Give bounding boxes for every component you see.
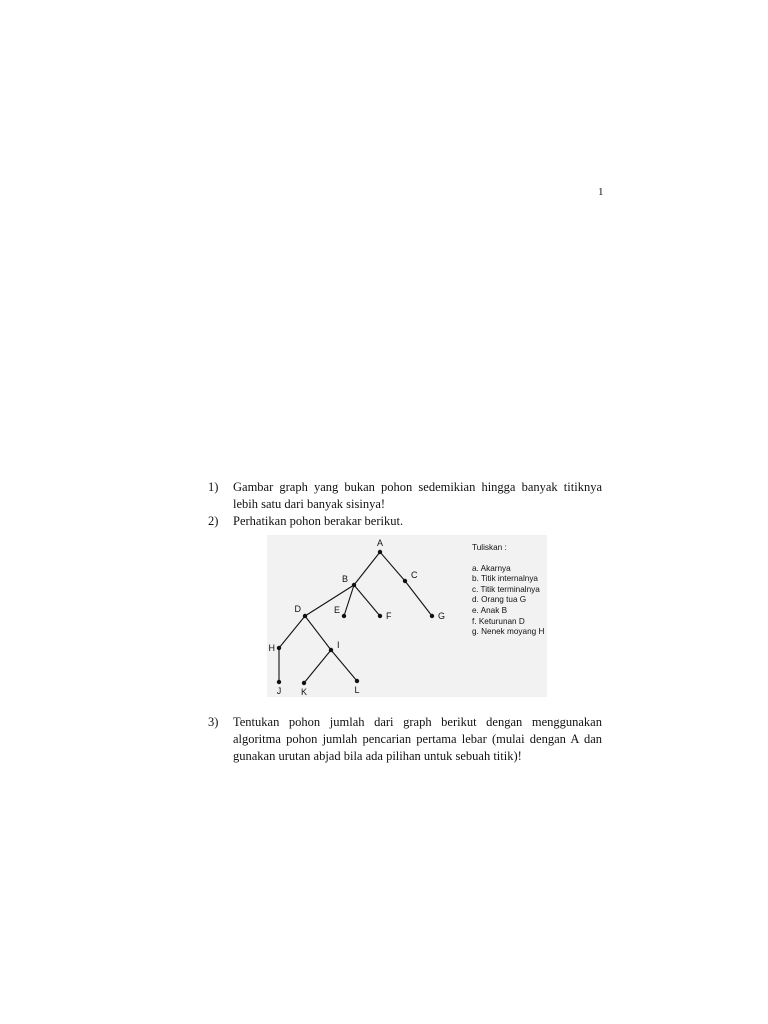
- question-number: 1): [208, 480, 219, 494]
- legend: [472, 543, 544, 638]
- tree-edge-B-D: [305, 585, 354, 616]
- tree-node-K: [302, 681, 306, 685]
- tree-node-E: [342, 614, 346, 618]
- question-text: Tentukan pohon jumlah dari graph berikut dengan menggunakan algoritma pohon jumlah pencarian pertama lebar (mulai dengan A dan gunakan urutan abjad bila ada pilihan untuk sebuah titik)!: [233, 715, 602, 763]
- tree-node-H: [277, 646, 281, 650]
- tree-edge-D-I: [305, 616, 331, 650]
- legend-item: a. Akarnya: [472, 563, 511, 573]
- legend-item: d. Orang tua G: [472, 595, 527, 605]
- tree-node-label-A: A: [376, 538, 384, 548]
- tree-edge-I-L: [331, 650, 357, 681]
- tree-node-label-H: H: [268, 643, 275, 653]
- tree-edge-D-H: [279, 616, 305, 648]
- tree-node-label-F: F: [386, 611, 392, 621]
- legend-item: b. Titik internalnya: [472, 574, 538, 584]
- question-text: Perhatikan pohon berakar berikut.: [233, 514, 404, 528]
- tree-node-label-B: B: [341, 574, 348, 584]
- tree-node-label-K: K: [300, 687, 308, 697]
- question-3: [208, 714, 602, 765]
- tree-node-C: [403, 579, 407, 583]
- tree-node-label-D: D: [294, 604, 301, 614]
- tree-node-B: [352, 583, 356, 587]
- tree-node-label-J: J: [276, 686, 282, 696]
- legend-item: c. Titik terminalnya: [472, 584, 540, 594]
- tree-node-D: [303, 614, 307, 618]
- question-2: [208, 513, 602, 530]
- question-text: Gambar graph yang bukan pohon sedemikian hingga banyak titiknya lebih satu dari banyak sisinya!: [233, 480, 602, 511]
- tree-node-L: [355, 679, 359, 683]
- question-number: 3): [208, 715, 219, 729]
- tree-edge-I-K: [304, 650, 331, 683]
- tree-node-label-L: L: [354, 685, 360, 695]
- tree-node-J: [277, 680, 281, 684]
- legend-title: Tuliskan :: [472, 543, 507, 552]
- tree-edge-B-E: [344, 585, 354, 616]
- legend-item: f. Keturunan D: [472, 616, 525, 626]
- tree-node-F: [378, 614, 382, 618]
- question-number: 2): [208, 514, 219, 528]
- tree-edge-C-G: [405, 581, 432, 616]
- tree-edge-B-F: [354, 585, 380, 616]
- tree-node-label-G: G: [438, 611, 446, 621]
- rooted-tree-figure: [267, 535, 547, 697]
- legend-item: e. Anak B: [472, 605, 508, 615]
- tree-edge-A-C: [380, 552, 405, 581]
- tree-node-G: [430, 614, 434, 618]
- tree-node-label-C: C: [411, 570, 418, 580]
- tree-node-I: [329, 648, 333, 652]
- question-1: [208, 479, 602, 513]
- page-number: 1: [598, 186, 604, 198]
- legend-item: g. Nenek moyang H: [472, 627, 545, 637]
- tree-edge-A-B: [354, 552, 380, 585]
- tree-node-label-E: E: [333, 605, 340, 615]
- tree-node-label-I: I: [337, 640, 340, 650]
- tree-node-A: [378, 550, 382, 554]
